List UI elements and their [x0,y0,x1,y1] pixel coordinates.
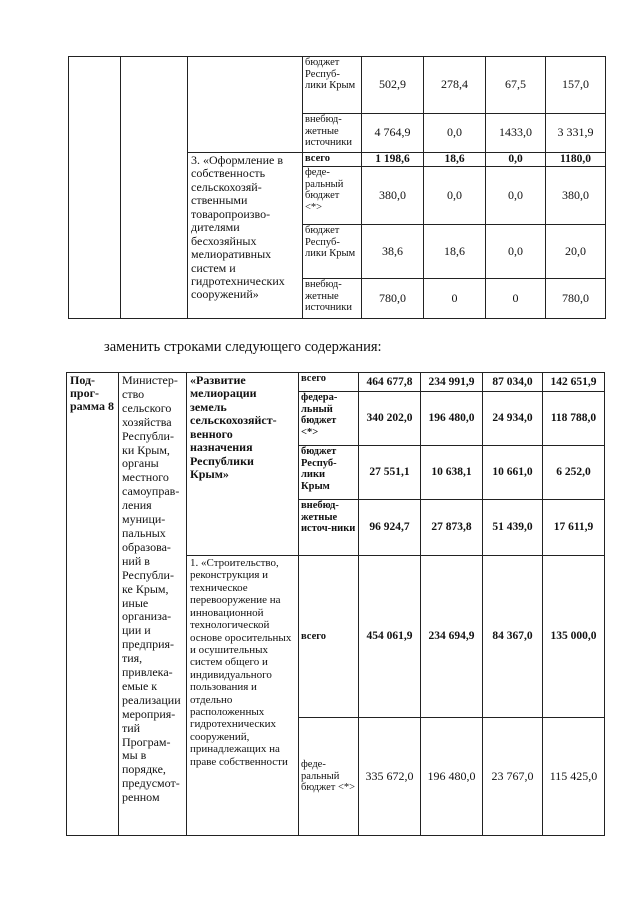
source-cell: федера-льный бюджет <*> [299,392,359,446]
value-cell: 0,0 [486,167,546,225]
table-bottom [66,372,605,836]
value-cell: 0 [486,279,546,319]
executor-text: Министер-ство сельского хозяйства Республи-ки Крым, органы местного самоуправ-ления муници-пальных образова-ний в Республи-ке Крым, иные организа-ции и предприя-тия, привлека-емые к реализации мероприя-тий Програм-мы в порядке, предусмот-ренном [119,373,187,836]
value-cell: 10 638,1 [421,446,483,500]
table-row [69,57,606,114]
value-cell: 67,5 [486,57,546,114]
event-1-text: 1. «Строительство, реконструкция и техническое перевооружение на инновационной технологической основе оросительных и осушительных систем общего и индивидуального пользования и отдельно расположенных гидротехнических сооружений, принадлежащих на праве собственности [187,556,299,836]
value-cell: 0,0 [486,225,546,279]
value-cell: 278,4 [424,57,486,114]
value-cell: 115 425,0 [543,718,605,836]
value-cell: 96 924,7 [359,500,421,556]
value-cell: 18,6 [424,225,486,279]
value-cell: 118 788,0 [543,392,605,446]
value-cell: 20,0 [546,225,606,279]
value-cell: 23 767,0 [483,718,543,836]
source-cell: бюджет Респуб-лики Крым [303,225,362,279]
value-cell: 780,0 [546,279,606,319]
source-cell: феде-ральный бюджет <*> [303,167,362,225]
source-cell: внебюд-жетные источ-ники [299,500,359,556]
value-cell: 380,0 [362,167,424,225]
value-cell: 464 677,8 [359,373,421,392]
empty-cell [69,57,121,319]
value-cell: 196 480,0 [421,718,483,836]
value-cell: 1 198,6 [362,153,424,167]
value-cell: 0,0 [486,153,546,167]
subprogram-label: Под-прог-рамма 8 [67,373,119,836]
table-row [67,373,605,392]
value-cell: 780,0 [362,279,424,319]
value-cell: 84 367,0 [483,556,543,718]
value-cell: 87 034,0 [483,373,543,392]
source-cell: внебюд-жетные источники [303,114,362,153]
value-cell: 142 651,9 [543,373,605,392]
source-cell: бюджет Респуб-лики Крым [303,57,362,114]
value-cell: 196 480,0 [421,392,483,446]
value-cell: 0 [424,279,486,319]
value-cell: 1180,0 [546,153,606,167]
table-top [68,56,606,319]
value-cell: 24 934,0 [483,392,543,446]
value-cell: 135 000,0 [543,556,605,718]
source-cell: всего [299,556,359,718]
value-cell: 380,0 [546,167,606,225]
event-3-text: 3. «Оформление в собственность сельскохозяй-ственными товаропроизво-дителями бесхозяйных мелиоративных систем и гидротехнических сооружений» [188,153,303,319]
source-cell: внебюд-жетные источники [303,279,362,319]
source-cell: феде-ральный бюджет <*> [299,718,359,836]
replacement-caption: заменить строками следующего содержания: [104,339,382,355]
value-cell: 10 661,0 [483,446,543,500]
source-cell: всего [299,373,359,392]
value-cell: 157,0 [546,57,606,114]
value-cell: 0,0 [424,167,486,225]
value-cell: 454 061,9 [359,556,421,718]
value-cell: 4 764,9 [362,114,424,153]
value-cell: 6 252,0 [543,446,605,500]
value-cell: 234 694,9 [421,556,483,718]
program-title: «Развитие мелиорации земель сельскохозяйст-венного назначения Республики Крым» [187,373,299,556]
value-cell: 51 439,0 [483,500,543,556]
value-cell: 27 873,8 [421,500,483,556]
value-cell: 0,0 [424,114,486,153]
value-cell: 38,6 [362,225,424,279]
source-cell: бюджет Респуб-лики Крым [299,446,359,500]
value-cell: 335 672,0 [359,718,421,836]
value-cell: 27 551,1 [359,446,421,500]
value-cell: 18,6 [424,153,486,167]
empty-cell [121,57,188,319]
source-cell: всего [303,153,362,167]
value-cell: 502,9 [362,57,424,114]
empty-cell [188,57,303,153]
value-cell: 340 202,0 [359,392,421,446]
value-cell: 1433,0 [486,114,546,153]
value-cell: 3 331,9 [546,114,606,153]
value-cell: 17 611,9 [543,500,605,556]
value-cell: 234 991,9 [421,373,483,392]
